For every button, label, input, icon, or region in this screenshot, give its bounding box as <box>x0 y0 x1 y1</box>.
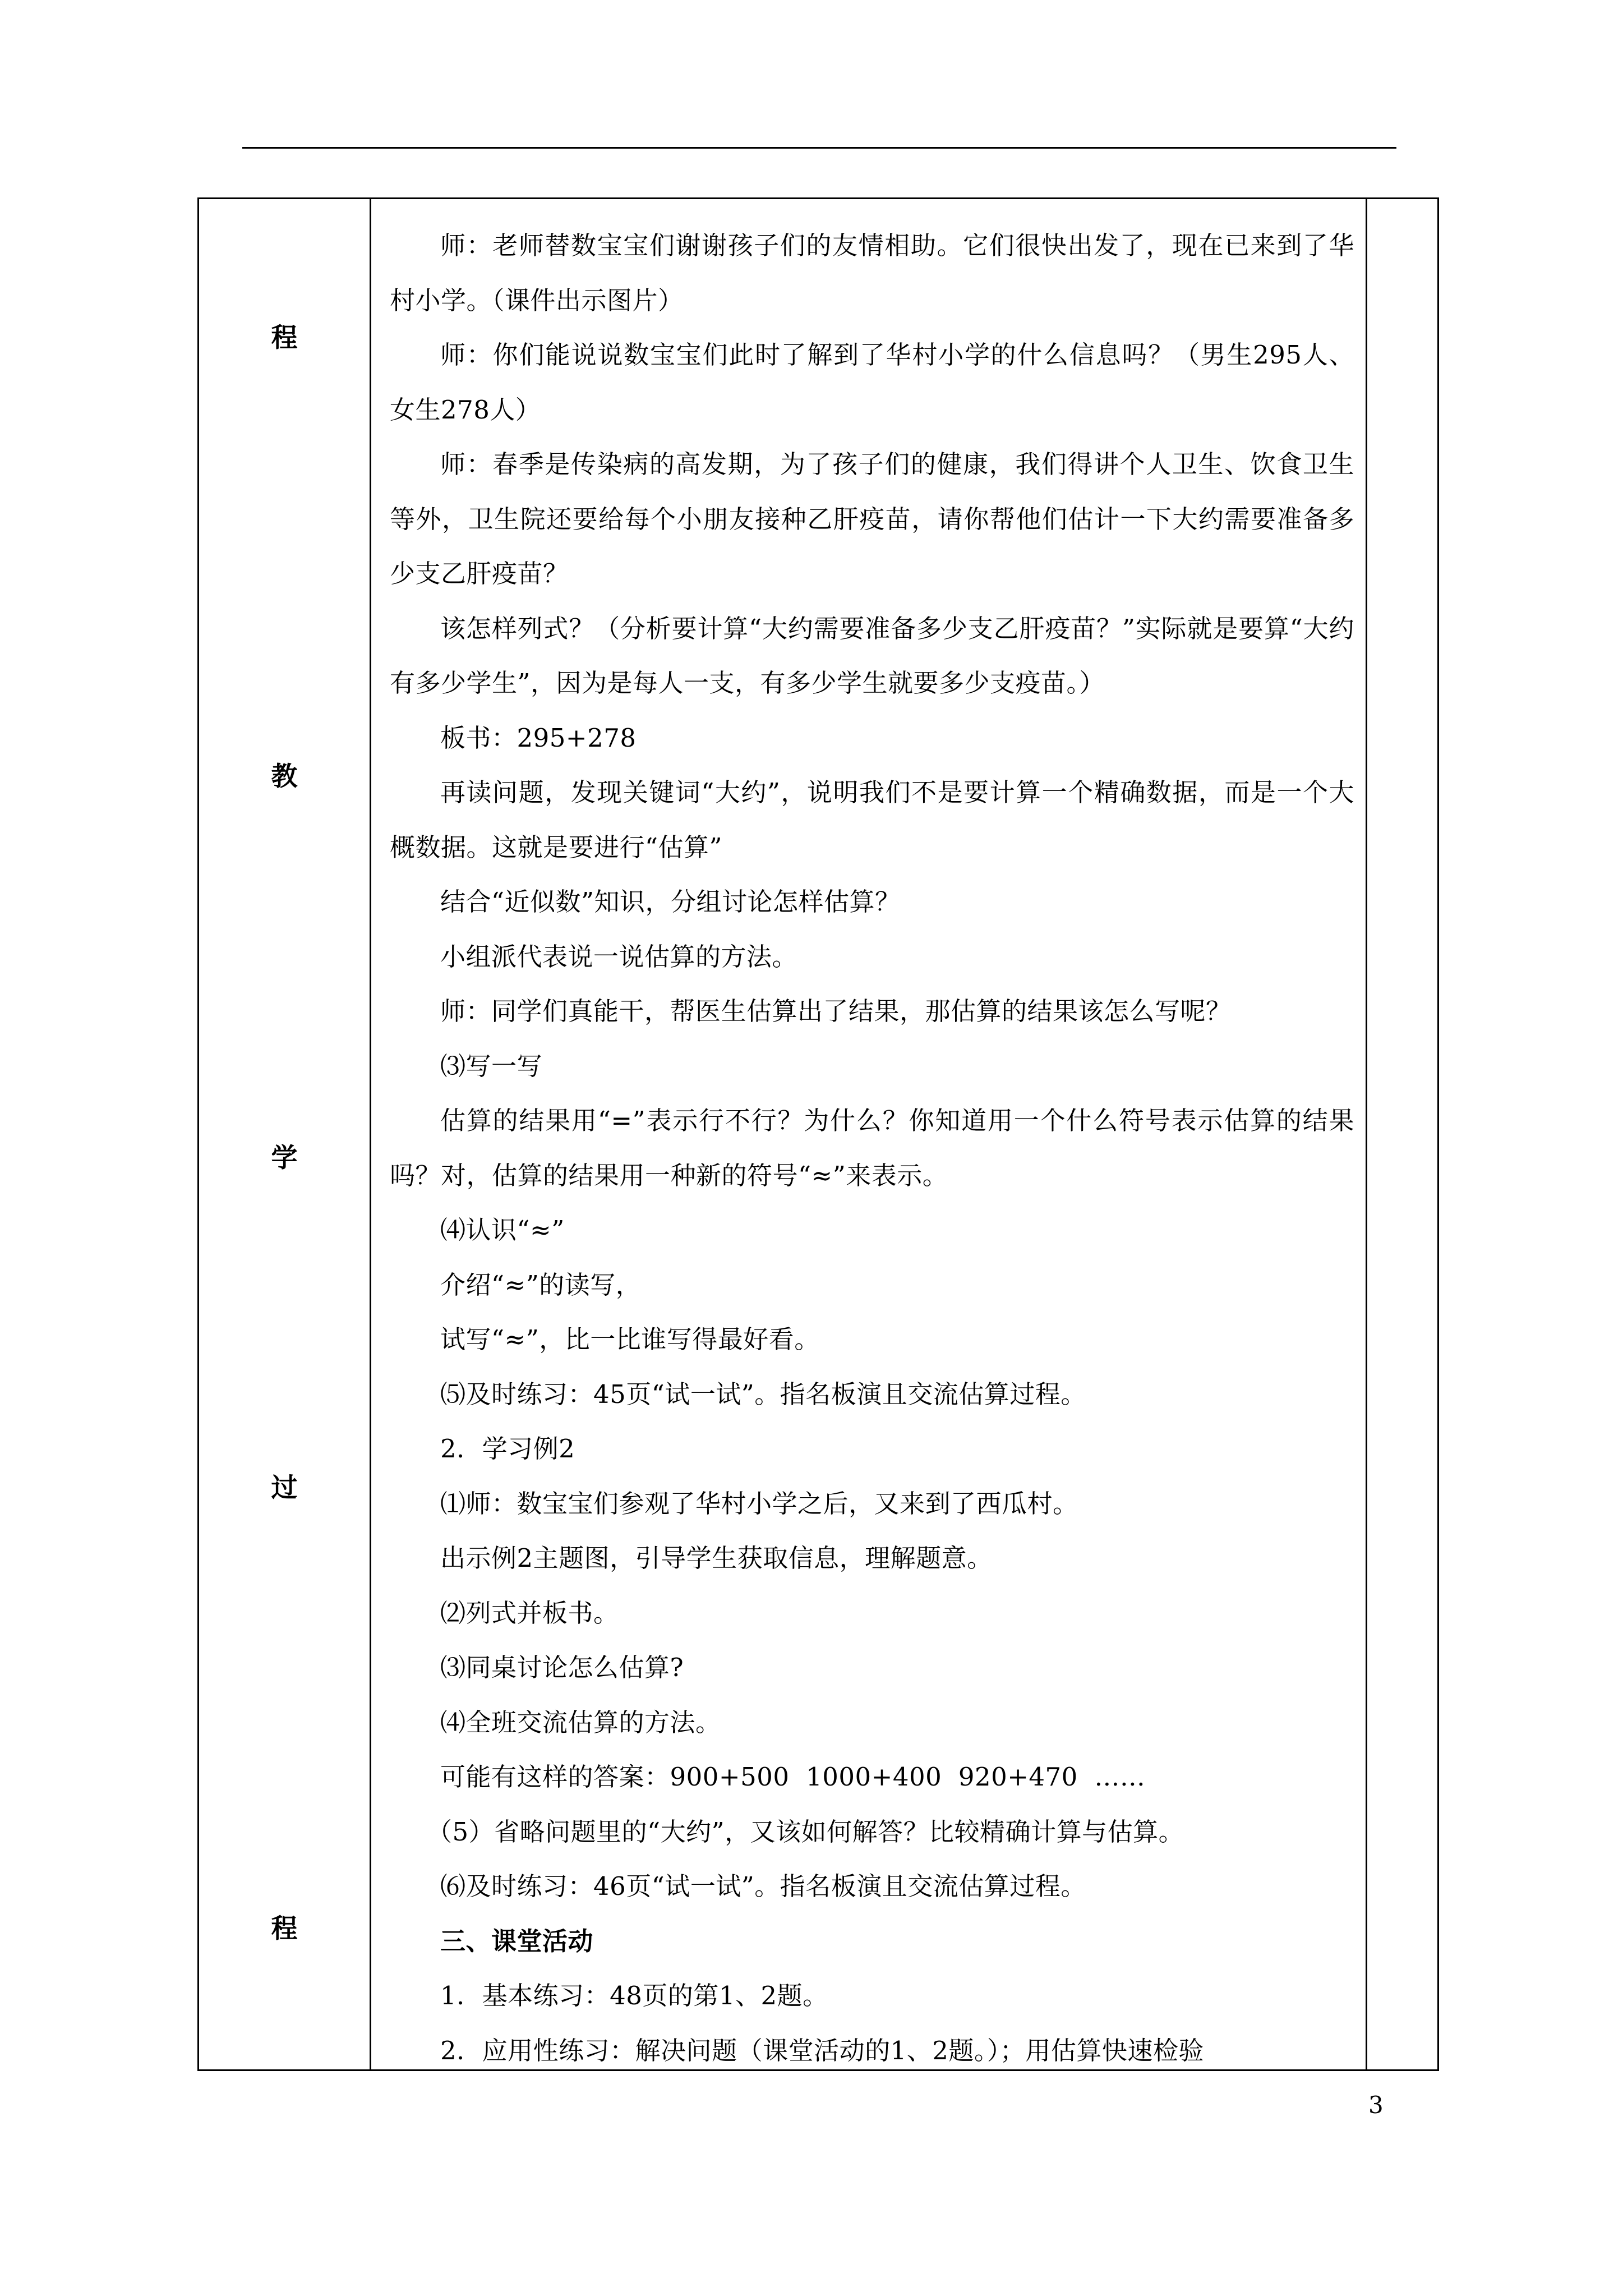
paragraph: 1．基本练习：48页的第1、2题。 <box>440 1981 828 2010</box>
paragraph: ⑸及时练习：45页“试一试”。指名板演且交流估算过程。 <box>440 1379 1086 1409</box>
side-label-cheng-top: 程 <box>271 323 298 353</box>
paragraph: （5）省略问题里的“大约”，又该如何解答？比较精确计算与估算。 <box>427 1816 1184 1847</box>
column-divider-left <box>370 199 371 2069</box>
paragraph: 师：同学们真能干，帮医生估算出了结果，那估算的结果该怎么写呢？ <box>440 996 1232 1026</box>
paragraph: 再读问题，发现关键词“大约”，说明我们不是要计算一个精确数据，而是一个大概数据。这就是要进行“估算” <box>390 777 1354 862</box>
paragraph: 2．应用性练习：解决问题（课堂活动的1、2题。）；用估算快速检验 <box>440 2035 1204 2065</box>
side-label-guo: 过 <box>271 1473 298 1503</box>
paragraph: 该怎样列式？（分析要计算“大约需要准备多少支乙肝疫苗？”实际就是要算“大约有多少学生”，因为是每人一支，有多少学生就要多少支疫苗。） <box>390 613 1354 698</box>
page-number: 3 <box>1368 2091 1384 2119</box>
paragraph: 估算的结果用“=”表示行不行？为什么？你知道用一个什么符号表示估算的结果吗？对，估算的结果用一种新的符号“≈”来表示。 <box>390 1106 1354 1190</box>
paragraph: ⑶写一写 <box>440 1051 543 1081</box>
section-heading: 三、课堂活动 <box>440 1926 594 1956</box>
paragraph: ⑹及时练习：46页“试一试”。指名板演且交流估算过程。 <box>440 1871 1086 1901</box>
side-label-cheng-bottom: 程 <box>271 1913 298 1944</box>
paragraph: ⑷全班交流估算的方法。 <box>440 1707 721 1737</box>
paragraph: ⑵列式并板书。 <box>440 1598 619 1628</box>
header-rule <box>242 147 1396 149</box>
paragraph: ⑷认识“≈” <box>440 1215 565 1245</box>
paragraph: 介绍“≈”的读写， <box>440 1269 642 1300</box>
paragraph: 2．学习例2 <box>440 1434 575 1464</box>
paragraph: 试写“≈”，比一比谁写得最好看。 <box>440 1324 820 1354</box>
side-label-jiao: 教 <box>271 761 298 792</box>
paragraph: 师：春季是传染病的高发期，为了孩子们的健康，我们得讲个人卫生、饮食卫生等外，卫生院还要给每个小朋友接种乙肝疫苗，请你帮他们估计一下大约需要准备多少支乙肝疫苗？ <box>390 449 1354 588</box>
paragraph: 师：你们能说说数宝宝们此时了解到了华村小学的什么信息吗？（男生295人、女生278人） <box>390 340 1354 425</box>
lesson-content <box>390 218 1354 2078</box>
paragraph: 结合“近似数”知识，分组讨论怎样估算？ <box>440 887 901 917</box>
paragraph: ⑶同桌讨论怎么估算? <box>440 1653 684 1682</box>
paragraph: 出示例2主题图，引导学生获取信息，理解题意。 <box>440 1543 993 1573</box>
paragraph: 可能有这样的答案：900+500 1000+400 920+470 …… <box>440 1762 1146 1792</box>
paragraph: 师：老师替数宝宝们谢谢孩子们的友情相助。它们很快出发了，现在已来到了华村小学。（课件出示图片） <box>390 231 1354 315</box>
column-divider-right <box>1366 199 1367 2069</box>
lesson-table <box>197 197 1439 2071</box>
side-label-xue: 学 <box>271 1143 298 1174</box>
paragraph: 小组派代表说一说估算的方法。 <box>440 941 798 972</box>
paragraph: 板书：295+278 <box>440 723 637 753</box>
paragraph: ⑴师：数宝宝们参观了华村小学之后，又来到了西瓜村。 <box>440 1488 1078 1519</box>
